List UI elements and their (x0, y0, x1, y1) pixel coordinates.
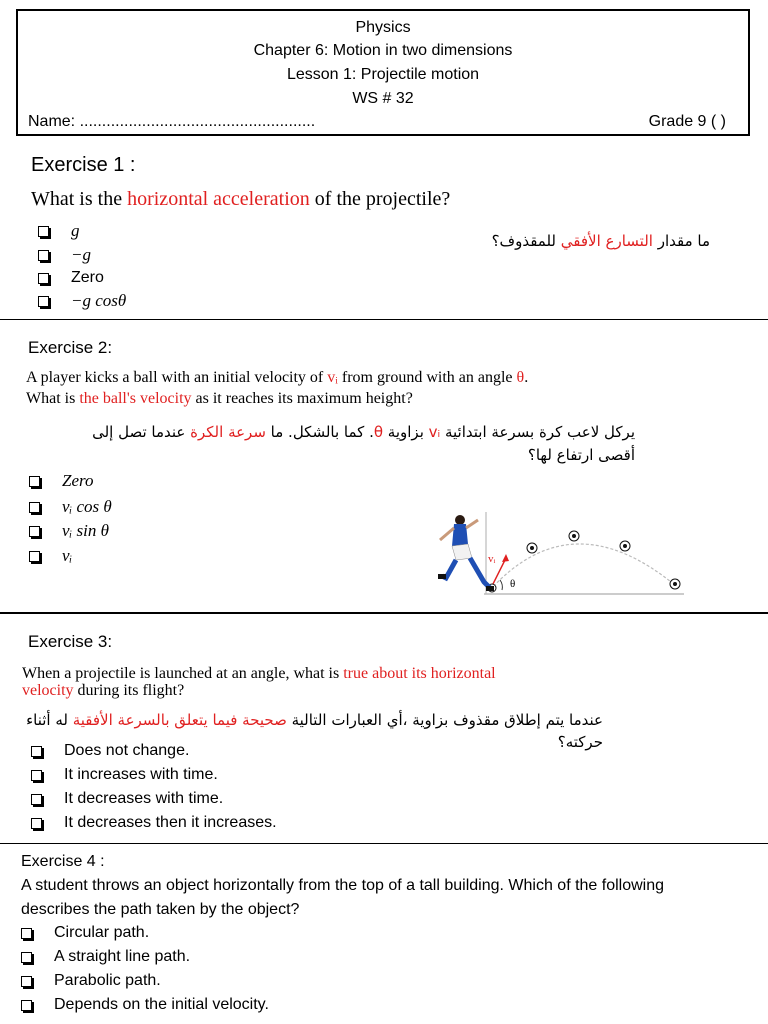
ball-icon (527, 543, 537, 553)
exercise-4-option[interactable]: A straight line path. (21, 948, 190, 966)
checkbox-icon[interactable] (31, 770, 42, 781)
checkbox-icon[interactable] (38, 226, 49, 237)
exercise-2-question-line-2: What is the ball's velocity as it reaches its maximum height? (26, 390, 413, 407)
exercise-2-option[interactable]: vᵢ cos θ (29, 497, 112, 517)
exercise-1-option[interactable]: −g (38, 245, 91, 265)
projectile-figure (432, 510, 688, 602)
subject-title: Physics (355, 19, 411, 36)
exercise-2-title: Exercise 2: (28, 338, 113, 357)
velocity-label: vᵢ (488, 553, 496, 565)
exercise-3-question-line-2: velocity during its flight? (22, 682, 185, 699)
checkbox-icon[interactable] (38, 250, 49, 261)
checkbox-icon[interactable] (31, 818, 42, 829)
exercise-1-option[interactable]: g (38, 221, 80, 241)
checkbox-icon[interactable] (29, 526, 40, 537)
angle-label: θ (510, 578, 516, 590)
checkbox-icon[interactable] (29, 476, 40, 487)
checkbox-icon[interactable] (29, 502, 40, 513)
exercise-4-question-line-2: describes the path taken by the object? (21, 901, 300, 918)
exercise-4-question-line-1: A student throws an object horizontally from the top of a tall building. Which of the following (21, 877, 665, 894)
checkbox-icon[interactable] (31, 746, 42, 757)
ball-icon (620, 541, 630, 551)
exercise-1-question-arabic: ما مقدار التسارع الأفقي للمقذوف؟ (491, 232, 710, 250)
arrow-head-icon (502, 554, 509, 562)
exercise-3-option[interactable]: Does not change. (31, 742, 189, 760)
exercise-4-option[interactable]: Circular path. (21, 924, 149, 942)
exercise-4-option[interactable]: Depends on the initial velocity. (21, 996, 269, 1014)
section-divider (0, 843, 768, 844)
chapter-title: Chapter 6: Motion in two dimensions (253, 42, 513, 59)
exercise-2-option[interactable]: vᵢ sin θ (29, 521, 109, 541)
checkbox-icon[interactable] (38, 273, 49, 284)
exercise-3-option[interactable]: It increases with time. (31, 766, 218, 784)
exercise-4-title: Exercise 4 : (21, 853, 105, 870)
exercise-2-question-line-1: A player kicks a ball with an initial velocity of vᵢ from ground with an angle θ. (26, 369, 529, 386)
worksheet-number: WS # 32 (352, 90, 414, 107)
name-field[interactable]: Name: ..................................................... (28, 113, 316, 130)
trajectory-path (490, 544, 676, 590)
checkbox-icon[interactable] (21, 928, 32, 939)
exercise-3-question-line-1: When a projectile is launched at an angle, what is true about its horizontal (22, 665, 496, 682)
exercise-1-question: What is the horizontal acceleration of the projectile? (31, 188, 451, 210)
checkbox-icon[interactable] (21, 976, 32, 987)
exercise-1-option[interactable]: Zero (38, 269, 104, 287)
exercise-3-title: Exercise 3: (28, 632, 113, 651)
ball-icon (569, 531, 579, 541)
section-divider (0, 612, 768, 614)
checkbox-icon[interactable] (31, 794, 42, 805)
exercise-3-question-arabic-line-2: حركته؟ (557, 733, 603, 751)
checkbox-icon[interactable] (29, 551, 40, 562)
exercise-2-question-arabic-line-2: أقصى ارتفاع لها؟ (527, 446, 635, 464)
exercise-2-option[interactable]: vᵢ (29, 546, 72, 566)
grade-field[interactable]: Grade 9 ( ) (648, 113, 726, 130)
checkbox-icon[interactable] (21, 952, 32, 963)
exercise-2-option[interactable]: Zero (29, 471, 94, 491)
checkbox-icon[interactable] (21, 1000, 32, 1011)
exercise-3-question-arabic-line-1: عندما يتم إطلاق مقذوف بزاوية ،أي العبارات التالية صحيحة فيما يتعلق بالسرعة الأفقية له أثناء (26, 711, 603, 729)
angle-arc (500, 580, 502, 590)
exercise-2-question-arabic-line-1: يركل لاعب كرة بسرعة ابتدائية vᵢ بزاوية θ. كما بالشكل. ما سرعة الكرة عندما تصل إلى (92, 423, 635, 441)
exercise-4-option[interactable]: Parabolic path. (21, 972, 161, 990)
lesson-title: Lesson 1: Projectile motion (286, 66, 480, 83)
exercise-1-title: Exercise 1 : (31, 154, 136, 176)
exercise-3-option[interactable]: It decreases then it increases. (31, 814, 277, 832)
ball-icon (670, 579, 680, 589)
exercise-3-option[interactable]: It decreases with time. (31, 790, 223, 808)
worksheet-header (16, 9, 750, 136)
section-divider (0, 319, 768, 320)
checkbox-icon[interactable] (38, 296, 49, 307)
exercise-1-option[interactable]: −g cosθ (38, 291, 126, 311)
